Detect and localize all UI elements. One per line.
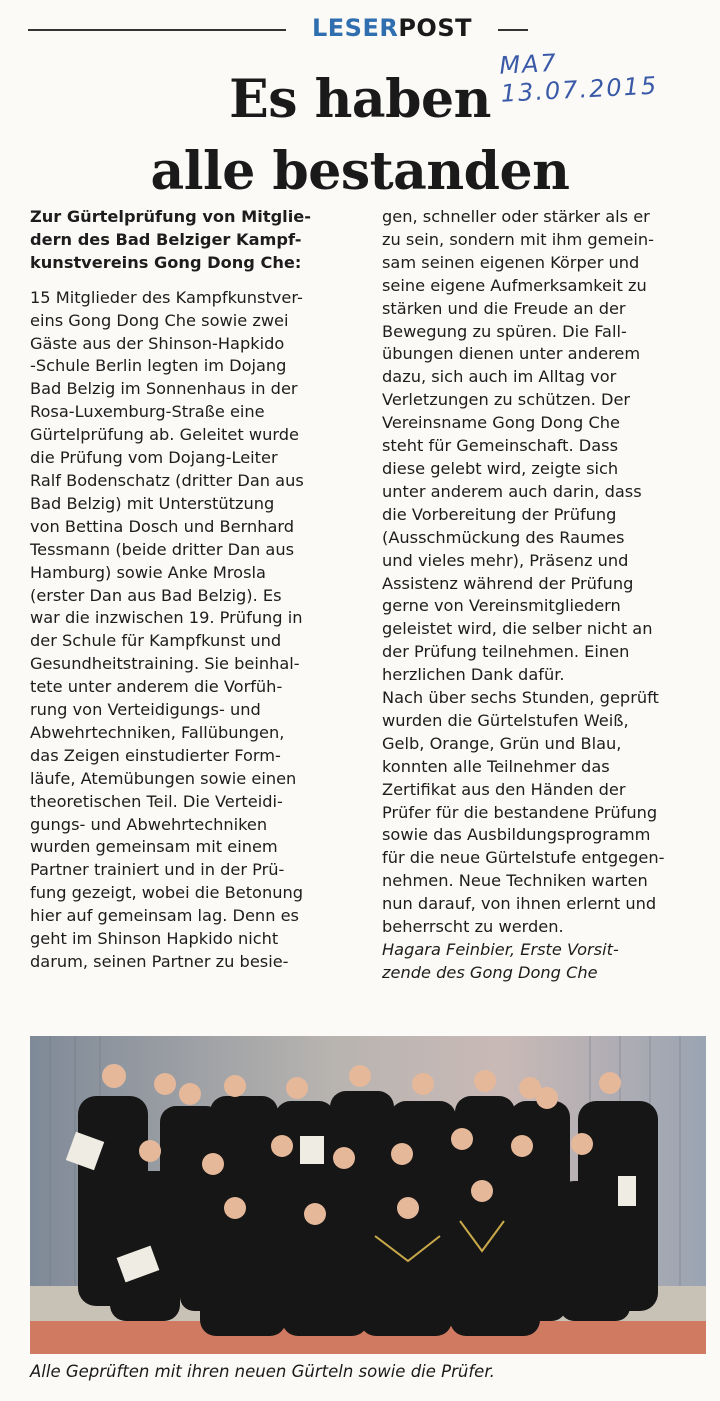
body-line: geht im Shinson Hapkido nicht <box>30 929 279 949</box>
body-line: die Vorbereitung der Prüfung <box>382 504 617 524</box>
intro-line: Zur Gürtelprüfung von Mitglie- <box>30 207 311 226</box>
body-line: für die neue Gürtelstufe entgegen- <box>382 848 665 868</box>
body-line: Gelb, Orange, Grün und Blau, <box>382 733 622 753</box>
body-line: (Ausschmückung des Raumes <box>382 527 625 547</box>
body-line: wurden die Gürtelstufen Weiß, <box>382 710 629 730</box>
article-body-right <box>382 206 716 939</box>
body-line: gerne von Vereinsmitgliedern <box>382 596 621 616</box>
body-line: unter anderem auch darin, dass <box>382 481 642 501</box>
body-line: Bad Belzig) mit Unterstützung <box>30 493 275 513</box>
body-line: Gürtelprüfung ab. Geleitet wurde <box>30 425 299 445</box>
body-line: nun darauf, von ihnen erlernt und <box>382 894 657 914</box>
body-line: diese gelebt wird, zeigte sich <box>382 458 619 478</box>
body-line: fung gezeigt, wobei die Betonung <box>30 883 304 903</box>
body-line: gungs- und Abwehrtechniken <box>30 814 268 834</box>
body-line: das Zeigen einstudierter Form- <box>30 745 281 765</box>
rubric-label <box>292 14 492 42</box>
rubric-label-part1: LESER <box>311 14 399 42</box>
section-rubric <box>28 14 692 44</box>
body-line: geleistet wird, die selber nicht an <box>382 619 653 639</box>
author-line: zende des Gong Dong Che <box>382 962 598 982</box>
body-line: eins Gong Dong Che sowie zwei <box>30 310 289 330</box>
body-line: und vieles mehr), Präsenz und <box>382 550 629 570</box>
body-line: Vereinsname Gong Dong Che <box>382 413 620 433</box>
body-line: konnten alle Teilnehmer das <box>382 756 610 776</box>
body-line: dazu, sich auch im Alltag vor <box>382 367 617 387</box>
body-line: Zertifikat aus den Händen der <box>382 779 626 799</box>
body-line: Bad Belzig im Sonnenhaus in der <box>30 379 298 399</box>
group-photo <box>30 1036 706 1354</box>
body-line: der Schule für Kampfkunst und <box>30 631 282 651</box>
intro-line: kunstvereins Gong Dong Che: <box>30 252 302 272</box>
body-line: Verletzungen zu schützen. Der <box>382 390 631 410</box>
handwritten-date-stamp: MA7 13.07.2015 <box>498 48 659 108</box>
headline-line-2: alle bestanden <box>150 141 570 202</box>
body-line: -Schule Berlin legten im Dojang <box>30 356 287 376</box>
body-line: Rosa-Luxemburg-Straße eine <box>30 402 265 422</box>
body-line: zu sein, sondern mit ihm gemein- <box>382 229 654 249</box>
body-line: läufe, Atemübungen sowie einen <box>30 768 297 788</box>
body-line: darum, seinen Partner zu besie- <box>30 952 289 971</box>
article-column-right <box>382 206 716 985</box>
body-line: rung von Verteidigungs- und <box>30 700 261 720</box>
rubric-rule-right <box>498 29 528 31</box>
rubric-rule-left <box>28 29 286 31</box>
body-line: Tessmann (beide dritter Dan aus <box>30 539 295 559</box>
body-line: Assistenz während der Prüfung <box>382 573 634 593</box>
body-line: 15 Mitglieder des Kampfkunstver- <box>30 287 303 307</box>
body-line: die Prüfung vom Dojang-Leiter <box>30 448 278 468</box>
body-line: gen, schneller oder stärker als er <box>382 207 650 226</box>
body-line: beherrscht zu werden. <box>382 917 564 937</box>
headline <box>40 64 680 208</box>
body-line: steht für Gemeinschaft. Dass <box>382 436 619 456</box>
article-author <box>382 939 716 985</box>
body-line: hier auf gemeinsam lag. Denn es <box>30 906 299 926</box>
body-line: nehmen. Neue Techniken warten <box>382 871 648 891</box>
author-line: Hagara Feinbier, Erste Vorsit- <box>382 940 619 959</box>
body-line: herzlichen Dank dafür. <box>382 665 565 685</box>
body-line: war die inzwischen 19. Prüfung in <box>30 608 303 628</box>
article-body-left <box>30 287 360 974</box>
body-line: von Bettina Dosch und Bernhard <box>30 516 295 536</box>
article-intro <box>30 206 360 275</box>
body-line: tete unter anderem die Vorfüh- <box>30 677 283 697</box>
body-line: theoretischen Teil. Die Verteidi- <box>30 791 283 811</box>
body-line: Prüfer für die bestandene Prüfung <box>382 802 658 822</box>
body-line: Partner trainiert und in der Prü- <box>30 860 285 880</box>
group-photo-illustration <box>30 1036 706 1354</box>
body-line: seine eigene Aufmerksamkeit zu <box>382 275 647 295</box>
body-line: Abwehrtechniken, Fallübungen, <box>30 722 285 742</box>
body-line: wurden gemeinsam mit einem <box>30 837 278 857</box>
intro-line: dern des Bad Belziger Kampf- <box>30 229 302 249</box>
body-line: stärken und die Freude an der <box>382 298 626 318</box>
body-line: Gesundheitstraining. Sie beinhal- <box>30 654 300 674</box>
body-line: Nach über sechs Stunden, geprüft <box>382 688 659 708</box>
photo-caption: Alle Geprüften mit ihren neuen Gürteln sowie die Prüfer. <box>30 1362 495 1381</box>
body-line: Hamburg) sowie Anke Mrosla <box>30 562 266 582</box>
body-line: übungen dienen unter anderem <box>382 344 641 364</box>
body-line: Ralf Bodenschatz (dritter Dan aus <box>30 470 304 490</box>
body-line: (erster Dan aus Bad Belzig). Es <box>30 585 282 605</box>
body-line: der Prüfung teilnehmen. Einen <box>382 642 630 662</box>
article-column-left <box>30 206 360 974</box>
body-line: sowie das Ausbildungsprogramm <box>382 825 651 845</box>
body-line: Gäste aus der Shinson-Hapkido <box>30 333 285 353</box>
body-line: sam seinen eigenen Körper und <box>382 252 640 272</box>
headline-line-1: Es haben <box>229 69 491 130</box>
body-line: Bewegung zu spüren. Die Fall- <box>382 321 627 341</box>
rubric-label-part2: POST <box>398 14 472 42</box>
